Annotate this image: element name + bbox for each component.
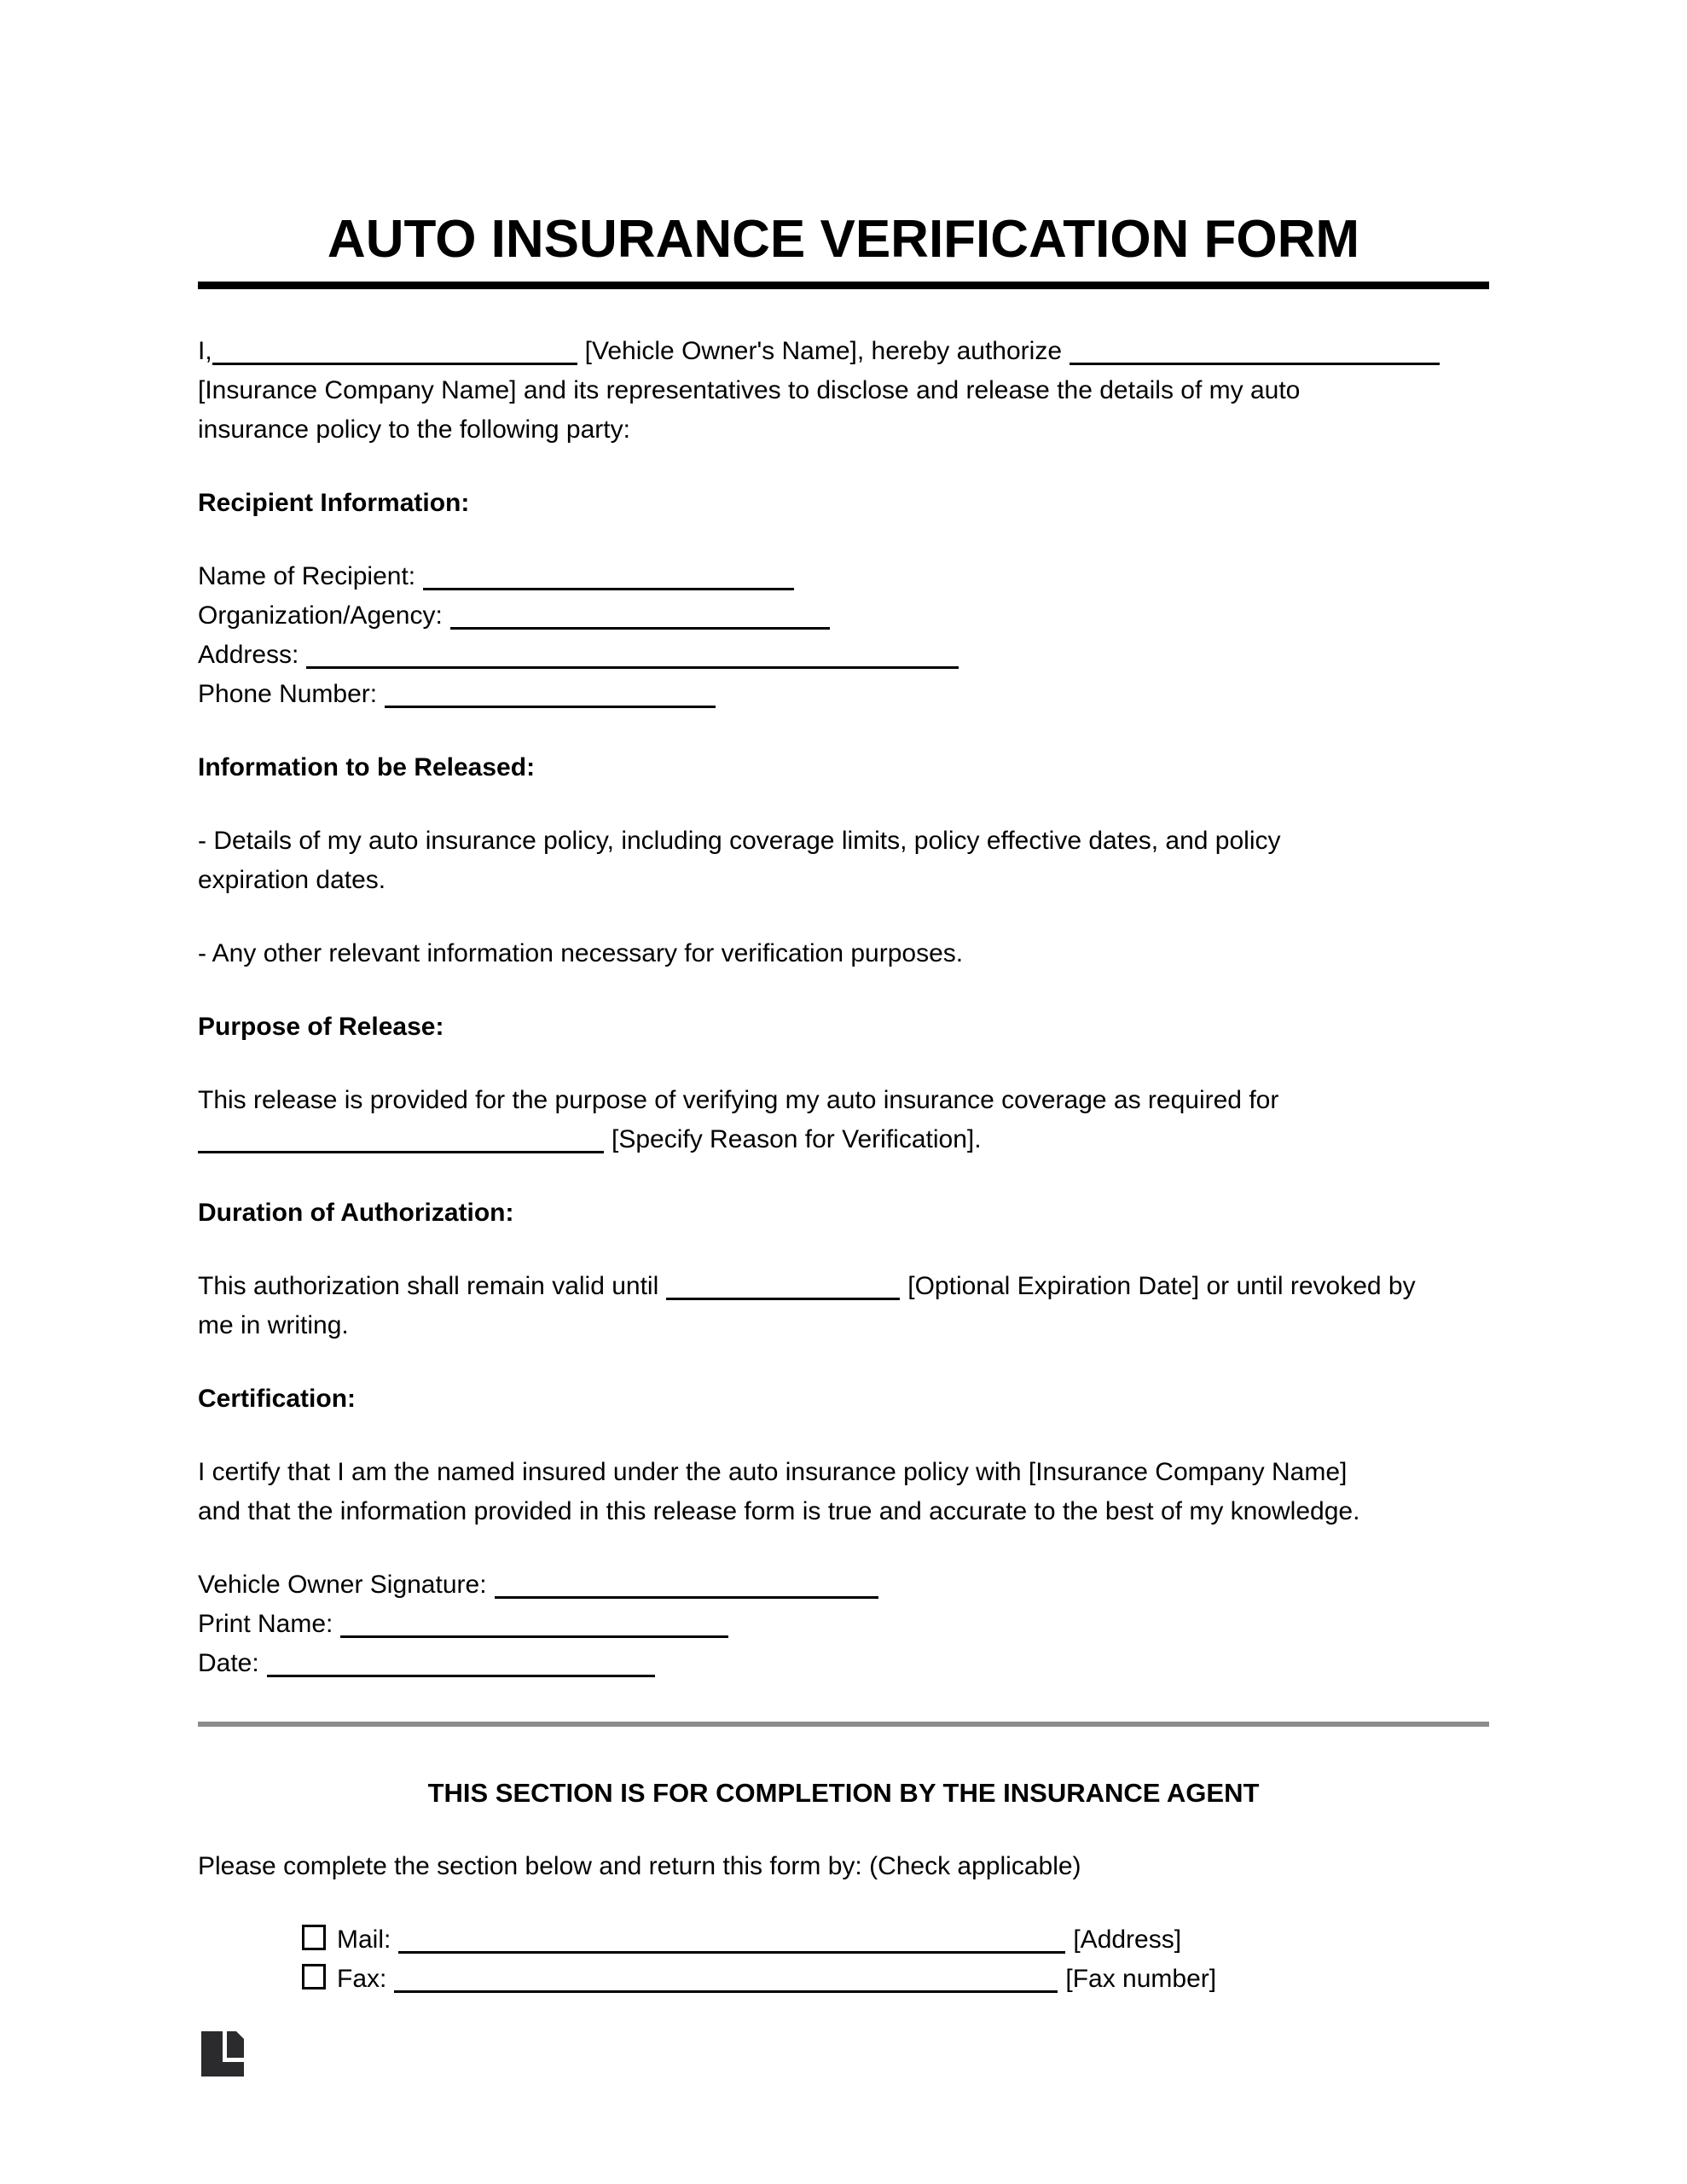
verification-reason-blank[interactable] — [198, 1124, 604, 1153]
certification-line-2: and that the information provided in this release form is true and accurate to the best of my knowledge. — [198, 1497, 1360, 1525]
insurance-company-name-blank[interactable] — [1070, 335, 1440, 365]
agent-instruction: Please complete the section below and return this form by: (Check applicable) — [198, 1852, 1081, 1880]
certification-paragraph — [198, 1453, 1489, 1531]
return-method-options — [302, 1920, 1489, 1999]
released-item-1-line-2: expiration dates. — [198, 866, 386, 894]
released-item-1 — [198, 822, 1489, 900]
organization-agency-row — [198, 596, 1489, 636]
legal-templates-logo-icon — [201, 2031, 244, 2077]
date-row — [198, 1644, 1489, 1683]
recipient-name-row — [198, 557, 1489, 596]
purpose-line-2-suffix: [Specify Reason for Verification]. — [612, 1125, 982, 1153]
address-blank[interactable] — [306, 639, 959, 669]
recipient-name-blank[interactable] — [423, 561, 794, 590]
duration-line-2: me in writing. — [198, 1311, 349, 1339]
intro-paragraph — [198, 332, 1489, 450]
section-divider — [198, 1722, 1489, 1727]
fax-suffix: [Fax number] — [1065, 1965, 1217, 1993]
duration-suffix: [Optional Expiration Date] or until revoked by — [907, 1272, 1416, 1300]
vehicle-owner-signature-blank[interactable] — [495, 1569, 878, 1599]
phone-number-row — [198, 675, 1489, 714]
organization-agency-blank[interactable] — [450, 600, 830, 630]
fax-label: Fax: — [337, 1965, 387, 1993]
vehicle-owner-signature-label: Vehicle Owner Signature: — [198, 1571, 487, 1599]
recipient-information-heading: Recipient Information: — [198, 489, 470, 517]
intro-mid: [Vehicle Owner's Name], hereby authorize — [584, 337, 1063, 365]
duration-paragraph — [198, 1267, 1489, 1345]
agent-section-heading: THIS SECTION IS FOR COMPLETION BY THE INSURANCE AGENT — [427, 1778, 1260, 1808]
released-item-2: - Any other relevant information necessary for verification purposes. — [198, 939, 964, 967]
vehicle-owner-signature-row — [198, 1565, 1489, 1605]
address-label: Address: — [198, 641, 299, 669]
purpose-line-1: This release is provided for the purpose of verifying my auto insurance coverage as required for — [198, 1086, 1279, 1114]
print-name-row — [198, 1605, 1489, 1644]
mail-suffix: [Address] — [1073, 1926, 1182, 1954]
print-name-blank[interactable] — [340, 1608, 728, 1638]
duration-of-authorization-heading: Duration of Authorization: — [198, 1199, 514, 1227]
date-blank[interactable] — [267, 1647, 655, 1677]
date-label: Date: — [198, 1649, 259, 1677]
address-row — [198, 636, 1489, 675]
fax-option-row — [302, 1960, 1489, 1999]
duration-pre: This authorization shall remain valid until — [198, 1272, 659, 1300]
title-rule — [198, 282, 1489, 289]
intro-line-3: insurance policy to the following party: — [198, 415, 630, 444]
vehicle-owner-name-blank[interactable] — [212, 335, 577, 365]
mail-address-blank[interactable] — [398, 1924, 1065, 1954]
recipient-fields — [198, 557, 1489, 714]
certification-line-1: I certify that I am the named insured under the auto insurance policy with [Insurance Company Name] — [198, 1458, 1348, 1486]
page-title: AUTO INSURANCE VERIFICATION FORM — [327, 210, 1360, 269]
released-item-1-line-1: - Details of my auto insurance policy, including coverage limits, policy effective dates, and policy — [198, 827, 1281, 855]
intro-pre: I, — [198, 337, 212, 365]
phone-number-label: Phone Number: — [198, 680, 378, 708]
expiration-date-blank[interactable] — [666, 1270, 900, 1300]
signature-fields — [198, 1565, 1489, 1683]
certification-heading: Certification: — [198, 1385, 357, 1413]
organization-agency-label: Organization/Agency: — [198, 601, 443, 630]
intro-line-2: [Insurance Company Name] and its representatives to disclose and release the details of my auto — [198, 376, 1301, 404]
phone-number-blank[interactable] — [385, 678, 716, 708]
mail-option-row — [302, 1920, 1489, 1960]
purpose-of-release-heading: Purpose of Release: — [198, 1013, 444, 1041]
purpose-line-2 — [198, 1120, 1489, 1159]
information-released-heading: Information to be Released: — [198, 753, 536, 781]
duration-line-1 — [198, 1267, 1489, 1306]
intro-line-1 — [198, 332, 1489, 371]
recipient-name-label: Name of Recipient: — [198, 562, 416, 590]
mail-label: Mail: — [337, 1926, 391, 1954]
print-name-label: Print Name: — [198, 1610, 333, 1638]
fax-checkbox[interactable] — [302, 1964, 326, 1989]
purpose-paragraph — [198, 1081, 1489, 1159]
fax-number-blank[interactable] — [394, 1963, 1058, 1993]
mail-checkbox[interactable] — [302, 1925, 326, 1950]
